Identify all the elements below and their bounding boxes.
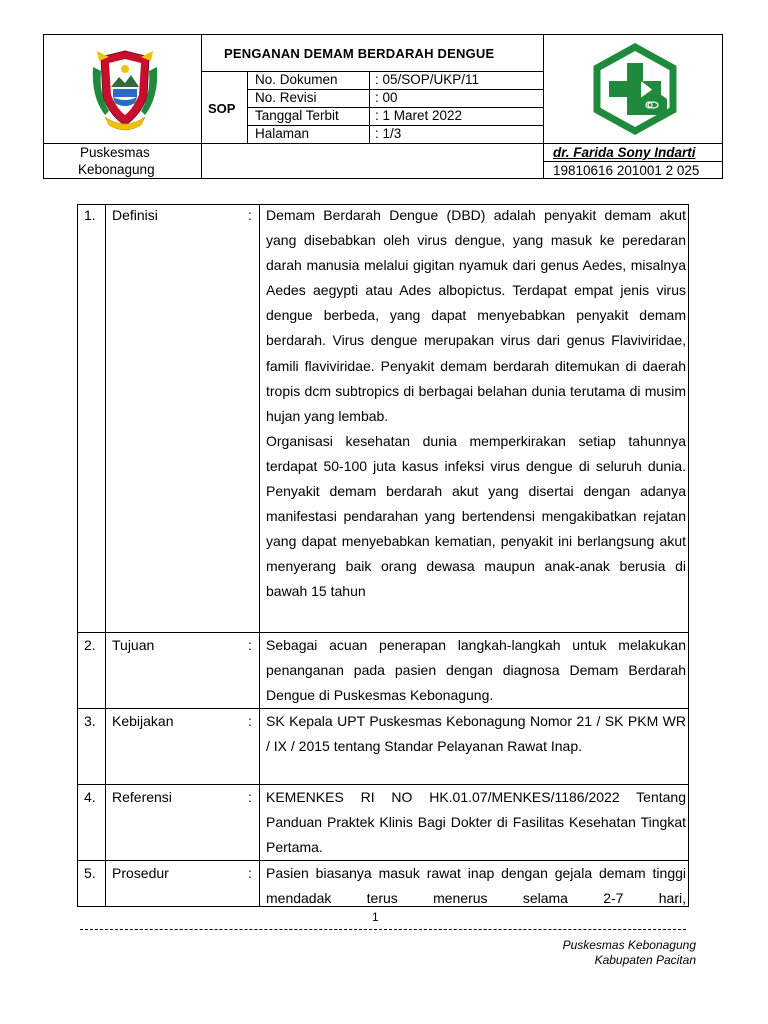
document-header [43,34,723,179]
footer-line2: Kabupaten Pacitan [594,953,696,967]
doc-row-value: : 00 [375,90,398,105]
row-colon: : [248,713,252,729]
doc-row-value: : 1 Maret 2022 [375,108,463,123]
row-content [266,204,686,605]
row-colon: : [248,789,252,805]
row-colon: : [248,637,252,653]
doc-row-label: No. Revisi [255,90,317,105]
signer-name: dr. Farida Sony Indarti [553,145,696,160]
row-label: Referensi [112,789,172,805]
paragraph: Organisasi kesehatan dunia memperkirakan setiap tahunnya terdapat 50-100 juta kasus infeksi virus dengue di seluruh dunia. Penyakit demam berdarah akut yang disertai dengan adanya manifestasi pendarahan yang bertendensi mengakibatkan rejatan yang dapat menyebabkan kematian, penyakit ini berlangsung akut menyerang baik orang dewasa maupun anak-anak berusia di bawah 15 tahun [266,432,686,600]
doc-row-label: Halaman [255,126,310,141]
header-divider [44,143,722,144]
sop-label: SOP [208,101,236,116]
footer-line1: Puskesmas Kebonagung [562,938,696,952]
row-label: Tujuan [112,637,155,653]
paragraph: Demam Berdarah Dengue (DBD) adalah penyakit demam akut yang disebabkan oleh virus dengue, yang masuk ke peredaran darah manusia melalui gigitan nyamuk dari genus Aedes, misalnya Aedes aegypti atau Ades albopictus. Terdapat empat jenis virus dengue berbeda, yang dapat menyebabkan penyakit demam berdarah. Virus dengue merupakan virus dari genus Flaviviridae, famili flaviviridae. Penyakit demam berdarah ditemukan di daerah tropis dcm subtropics di berbagai belahan dunia terutama di musim hujan yang lembab. [266,207,686,424]
paragraph: KEMENKES RI NO HK.01.07/MENKES/1186/2022 Tentang Panduan Praktek Klinis Bagi Dokter di Fasilitas Kesehatan Tingkat Pertama. [266,789,686,856]
row-number: 3. [84,713,96,729]
paragraph: SK Kepala UPT Puskesmas Kebonagung Nomor 21 / SK PKM WR / IX / 2015 tentang Standar Pelayanan Rawat Inap. [266,713,686,755]
page-footer [563,938,696,968]
row-content [266,861,686,907]
document-title: PENGANAN DEMAM BERDARAH DENGUE [224,46,495,61]
footer-dashed-rule [80,929,686,930]
row-colon: : [248,865,252,881]
row-label: Kebijakan [112,713,174,729]
header-divider [201,35,202,179]
header-divider [543,35,544,179]
puskesmas-logo-icon [589,43,681,135]
paragraph: Sebagai acuan penerapan langkah-langkah untuk melakukan penanganan pada pasien dengan diagnosa Demam Berdarah Dengue di Puskesmas Kebonagung. [266,637,686,704]
row-label: Prosedur [112,865,169,881]
sop-content-table [77,204,689,907]
column-divider [259,205,260,907]
doc-row-value: : 05/SOP/UKP/11 [375,72,480,87]
header-divider [201,71,543,72]
row-content [266,709,686,759]
column-divider [105,205,106,907]
org-name-line2: Kebonagung [78,162,155,177]
row-number: 5. [84,865,96,881]
paragraph: Pasien biasanya masuk rawat inap dengan gejala demam tinggi mendadak terus menerus selama 2-7 hari, [266,865,686,907]
row-content [266,633,686,708]
page-number: 1 [372,910,379,924]
row-label: Definisi [112,207,158,223]
table-bottom-border [77,906,689,907]
row-number: 2. [84,637,96,653]
row-colon: : [248,207,252,223]
signer-nip: 19810616 201001 2 025 [553,163,700,178]
regency-emblem-icon [89,47,161,131]
header-divider [543,161,722,162]
doc-row-label: No. Dokumen [255,72,338,87]
row-number: 1. [84,207,96,223]
row-content [266,785,686,860]
org-name-line1: Puskesmas [80,145,150,160]
doc-row-value: : 1/3 [375,126,402,141]
row-number: 4. [84,789,96,805]
doc-row-label: Tanggal Terbit [255,108,339,123]
